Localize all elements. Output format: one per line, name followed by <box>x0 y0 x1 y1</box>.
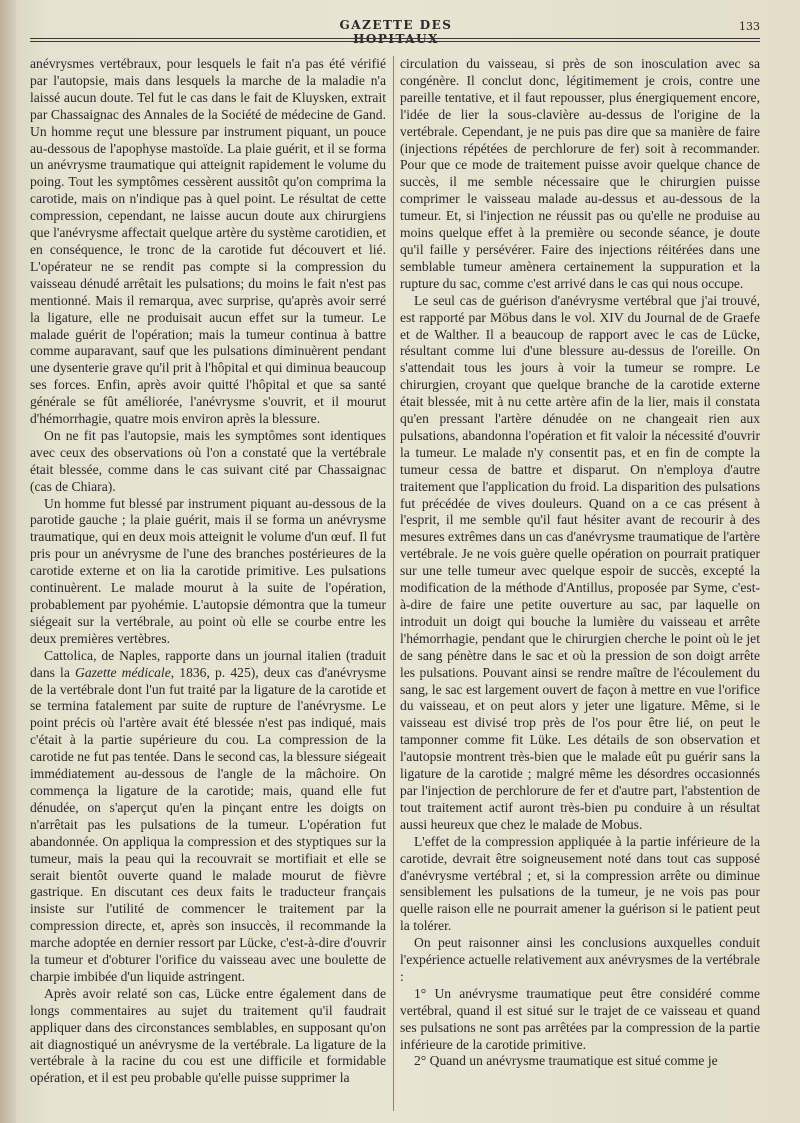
paragraph: anévrysmes vertébraux, pour lesquels le fait n'a pas été vérifié par l'autopsie, mais dans lesquels la marche de la maladie n'a laissé aucun doute. Tel fut le cas dans le fait de Kluysken, extrait par Chassaignac des Annales de la Société de médecine de Gand. Un homme reçut une blessure par instrument piquant, un pouce au-dessous de l'apophyse mastoïde. La plaie guérit, et il se forma un anévrysme traumatique qui atteignit rapidement le volume du poing. Tout les symptômes cessèrent aussitôt qu'on comprima la carotide, mais on n'indique pas à quel point. Le résultat de cette compression, cependant, ne laisse aucun doute aux chirurgiens que l'anévrysme affectait quelque artère du système carotidien, et en conséquence, le tronc de la carotide fut découvert et lié. L'opérateur ne se rendit pas compte si la compression du vaisseau dénudé arrêtait les pulsations; du moins le fait n'est pas mentionné. Mais il remarqua, avec surprise, qu'après avoir serré la ligature, elle ne produisait aucun effet sur la tumeur. Le malade guérit de l'opération; mais la tumeur continua à battre comme auparavant, sauf que les pulsations diminuèrent pendant une dysenterie grave qu'il prit à l'hôpital et qui diminua beaucoup ses forces. Enfin, après avoir quitté l'hôpital et que sa santé générale se fût améliorée, l'anévrysme s'ouvrit, et il mourut d'hémorrhagie, quatre mois environ après la blessure. <box>30 56 386 427</box>
paragraph-text: , 1836, p. 425), deux cas d'anévrysme de la vertébrale dont l'un fut traité par la ligature de la carotide et se termina fatalement par suite de rupture de l'anévrysme. Le point précis où l'artère avait été blessée n'est pas indiqué, mais c'était à la partie supérieure du cou. La compression de la carotide ne fut pas tentée. Dans le second cas, la blessure siégeait immédiatement au-dessous de l'angle de la mâchoire. On commença la ligature de la carotide; mais, quand elle fut dénudée, on s'aperçut qu'en la pinçant entre les doigts on n'arrêtait pas les pulsations de la tumeur. L'opération fut abandonnée. On appliqua la compression et des styptiques sur la tumeur, mais la peau qui la recouvrait se mortifiait et elle se serait bientôt ouverte quand le malade mourut de fièvre gastrique. En discutant ces deux faits le traducteur français insiste sur l'utilité de commencer le traitement par la compression directe, et, après son insuccès, il recommande la marche adoptée en dernier ressort par Lücke, c'est-à-dire d'ouvrir la tumeur et d'obturer l'orifice du vaisseau avec une boulette de charpie imbibée d'un liquide astringent. <box>30 664 386 984</box>
header-rule <box>30 38 760 39</box>
paragraph: L'effet de la compression appliquée à la partie inférieure de la carotide, devrait être soigneusement noté dans tout cas supposé d'anévrysme vertébral ; et, si la compression arrête ou diminue sensiblement les pulsations de la tumeur, je ne vois pas pour quelle raison elle ne pourrait amener la guérison si le patient peut la tolérer. <box>400 833 760 934</box>
right-column <box>400 56 760 1116</box>
left-column <box>30 56 386 1116</box>
paragraph: On ne fit pas l'autopsie, mais les symptômes sont identiques avec ceux des observations où l'on a constaté que la vertébrale était blessée, comme dans le cas suivant cité par Chassaignac (cas de Chiara). <box>30 427 386 494</box>
page-header-title: GAZETTE DES HOPITAUX <box>339 18 453 46</box>
page-gutter <box>0 0 16 1123</box>
paragraph: circulation du vaisseau, si près de son inosculation avec sa congénère. Il conclut donc, légitimement je crois, contre une pareille tentative, et il faut repousser, plus énergiquement encore, l'idée de lier la sous-clavière au-dessus de l'origine de la vertébrale. Cependant, je ne puis pas dire que sa manière de faire (injections répétées de perchlorure de fer) soit à recommander. Pour que ce mode de traitement puisse avoir quelque chance de succès, il me semble nécessaire que le chirurgien puisse comprimer le vaisseau malade au-dessus et au-dessous de la tumeur. Et, si l'injection ne réussit pas ou qu'elle ne produise au moins quelque effet à la première ou seconde séance, je doute qu'il faille y persévérer. Faire des injections réitérées dans une semblable tumeur amènera certainement la suppuration et la rupture du sac, comme c'est arrivé dans le cas qui nous occupe. <box>400 56 760 291</box>
numbered-conclusion: 2° Quand un anévrysme traumatique est situé comme je <box>414 1053 718 1069</box>
paragraph-text: Cattolica, de Naples, rapporte dans un journal italien (traduit dans la <box>30 647 386 680</box>
column-divider <box>393 56 394 1111</box>
page-number: 133 <box>739 20 760 33</box>
paragraph: Un homme fut blessé par instrument piquant au-dessous de la parotide gauche ; la plaie guérit, mais il se forma un anévrysme traumatique, qui en deux mois atteignit le volume d'un œuf. Il fut pris pour un anévrysme de l'une des branches postérieures de la carotide externe et on lia la carotide primitive. Les pulsations continuèrent. Le malade mourut à la suite de l'opération, probablement par pyohémie. L'autopsie démontra que la tumeur siégeait sur la vertébrale, au point où elle se courbe entre les deux premières vertèbres. <box>30 495 386 646</box>
header-rule-double <box>30 41 760 42</box>
paragraph: Le seul cas de guérison d'anévrysme vertébral que j'ai trouvé, est rapporté par Möbus dans le vol. XIV du Journal de de Graefe et de Walther. Il a beaucoup de rapport avec le cas de Lücke, résultant comme lui d'une blessure au-dessus de l'oreille. On s'attendait tous les jours à voir la tumeur se rompre. Le chirurgien, croyant que quelque branche de la carotide externe était blessée, mit à nu cette artère afin de la lier, mais il constata qu'en pressant l'artère dénudée on ne changeait rien aux pulsations, abandonna l'opération et fit valoir la nécessité d'ouvrir la tumeur. Le malade n'y consentit pas, et en fin de compte la tumeur cessa de battre et disparut. On n'employa d'autre traitement que l'application du froid. La disparition des pulsations fut précédée de vives douleurs. Quand on a ce cas présent à l'esprit, il me semble qu'il faut hésiter avant de recourir à des mesures extrêmes dans un cas d'anévrysme traumatique de l'artère vertébrale. Je ne vois guère quelle opération on pourrait pratiquer sur une telle tumeur avec quelque espoir de succès, excepté la modification de la méthode d'Antillus, proposée par Syme, c'est-à-dire de faire une petite ouverture au sac, par laquelle on introduit un doigt qui bouche la lumière du vaisseau et arrête l'hémorrhagie, pendant que le chirurgien cherche le point où le jet de sang pénètre dans le sac et où la pression de son doigt arrête les pulsations. Pouvant ainsi se rendre maître de l'écoulement du sang, le sac est largement ouvert de façon à mettre en vue l'orifice du vaisseau, et on peut alors y jeter une ligature. Même, si le vaisseau est divisé trop près de l'os pour être lié, on peut le tamponner comme fit Lüke. Les détails de son observation et l'autopsie montrent très-bien que le malade eût pu guérir sans la ligature de la carotide ; malgré même les désordres occasionnés par l'injection de perchlorure de fer et d'autre part, l'abstention de tout traitement actif auront très-bien pu conduire à un résultat aussi heureux que chez le malade de Mobus. <box>400 292 760 832</box>
paragraph <box>30 648 386 986</box>
numbered-conclusion: 1° Un anévrysme traumatique peut être considéré comme vertébral, quand il est situé sur le trajet de ce vaisseau et quand ses pulsations ne sont pas arrêtées par la compression de la partie inférieure de la carotide primitive. <box>400 985 760 1052</box>
paragraph: On peut raisonner ainsi les conclusions auxquelles conduit l'expérience actuelle relativement aux anévrysmes de la vertébrale : <box>400 935 760 984</box>
journal-title: Gazette médicale <box>75 664 171 680</box>
paragraph: Après avoir relaté son cas, Lücke entre également dans de longs commentaires au sujet du traitement qu'il faudrait appliquer dans des circonstances semblables, en supposant qu'on ait diagnostiqué un anévrysme de la vertébrale. La ligature de la vertébrale à la racine du cou est une difficile et formidable opération, et il est peu probable qu'elle puisse supprimer la <box>30 985 386 1086</box>
